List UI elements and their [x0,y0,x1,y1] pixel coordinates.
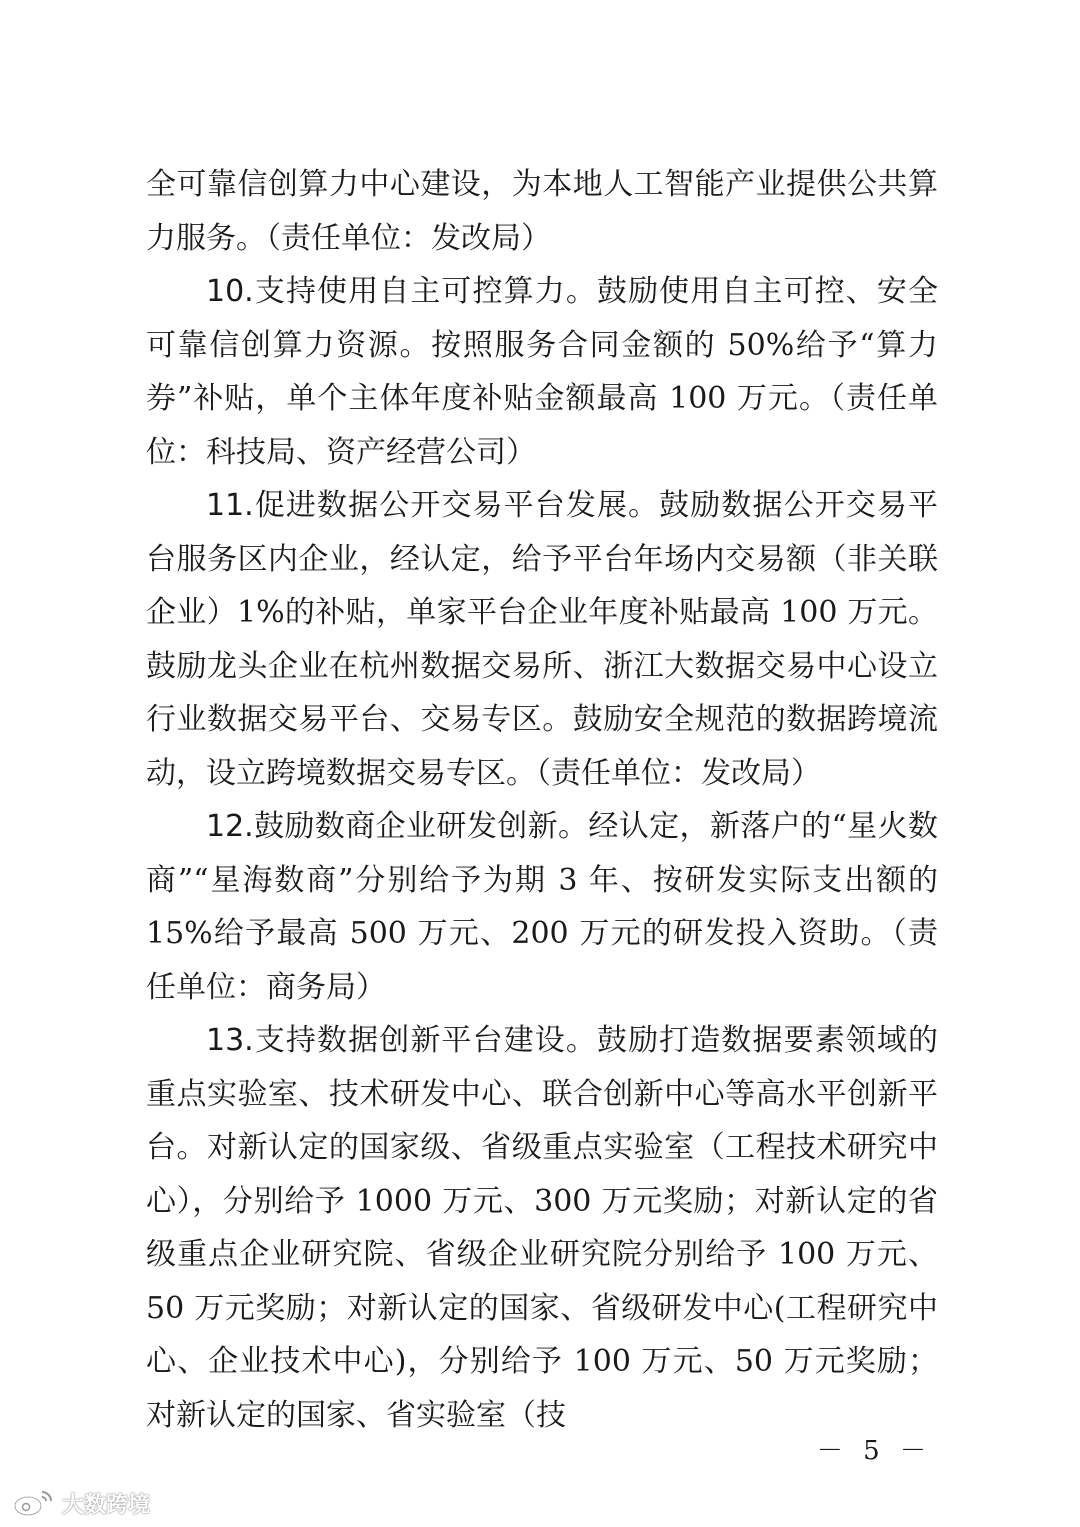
item-heading: 12.鼓励数商企业研发创新。 [206,809,589,844]
paragraph-item-13 [146,1014,938,1442]
weibo-logo-icon [12,1488,56,1518]
item-heading: 10.支持使用自主可控算力。 [206,274,597,309]
paragraph-text: 鼓励数据公开交易平台服务区内企业，经认定，给予平台年场内交易额（非关联企业）1%的补贴，单家平台企业年度补贴最高 100 万元。鼓励龙头企业在杭州数据交易所、浙江大数据交易中心设立行业数据交易平台、交易专区。鼓励安全规范的数据跨境流动，设立跨境数据交易专区。（责任单位：发改局） [146,488,939,791]
body-text [146,158,938,1442]
paragraph-text: 经认定，新落户的“星火数商”“星海数商”分别给予为期 3 年、按研发实际支出额的 15%给予最高 500 万元、200 万元的研发投入资助。（责任单位：商务局） [146,809,938,1005]
item-heading: 11.促进数据公开交易平台发展。 [206,488,660,523]
watermark [12,1486,150,1520]
item-heading: 13.支持数据创新平台建设。 [206,1023,597,1058]
paragraph-text: 鼓励使用自主可控、安全可靠信创算力资源。按照服务合同金额的 50%给予“算力券”补贴，单个主体年度补贴金额最高 100 万元。（责任单位：科技局、资产经营公司） [146,274,939,470]
paragraph-item-12 [146,800,938,1014]
paragraph-continuation [146,158,938,265]
paragraph-item-11 [146,479,938,800]
paragraph-text: 鼓励打造数据要素领域的重点实验室、技术研发中心、联合创新中心等高水平创新平台。对新认定的国家级、省级重点实验室（工程技术研究中心），分别给予 1000 万元、300 万元奖励；对新认定的省级重点企业研究院、省级企业研究院分别给予 100 万元、50 万元奖励；对新认定的国家、省级研发中心(工程研究中心、企业技术中心)，分别给予 100 万元、50 万元奖励；对新认定的国家、省实验室（技 [146,1023,939,1433]
paragraph-item-10 [146,265,938,479]
page-number: － 5 － [816,1436,932,1466]
paragraph-text: 全可靠信创算力中心建设，为本地人工智能产业提供公共算力服务。（责任单位：发改局） [146,167,938,256]
watermark-text: 大数跨境 [62,1492,151,1518]
